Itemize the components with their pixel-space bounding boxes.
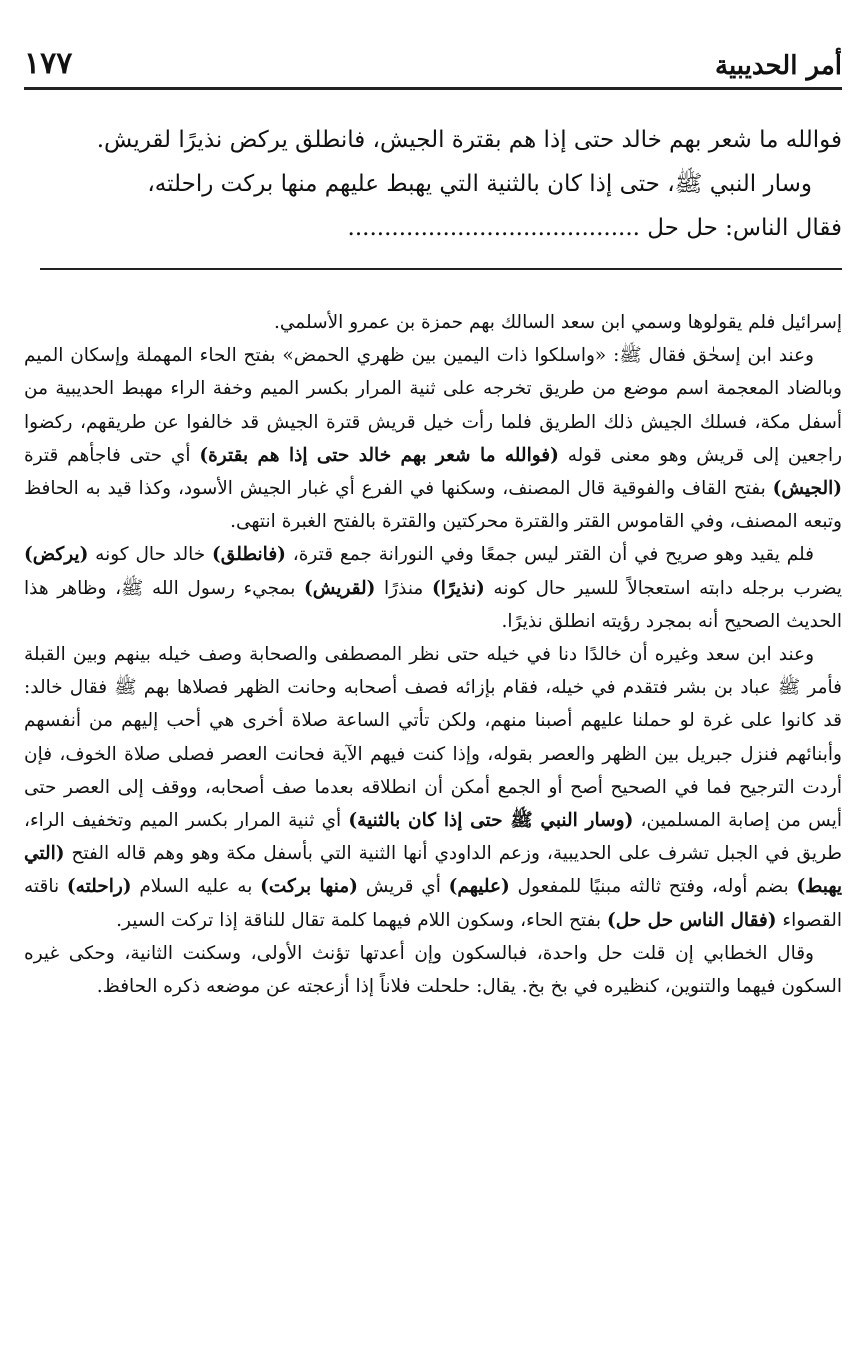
quoted-phrase: (يركض): [24, 544, 89, 566]
text-run: خالد حال كونه: [88, 544, 213, 566]
quoted-phrase: (الجيش): [772, 478, 842, 500]
text-run: وعند ابن سعد وغيره أن خالدًا دنا في خيله حتى نظر المصطفى والصحابة وصف خيله بينهم وبين القبلة فأمر ﷺ عباد بن بشر فتقدم في خيله، فقام بإزائه فصف أصحابه وحانت الظهر فصلاها بهم ﷺ فقال خالد: قد كانوا على غرة لو حملنا عليهم أصبنا منهم، ولكن تأتي الساعة صلاة أخرى هي أحب إليهم من أنفسهم وأبنائهم فنزل جبريل بين الظهر والعصر بقوله، وإذا كنت فيهم الآية فحانت العصر فصلى صلاة الخوف، فإن أردت الترجيح فما في الصحيح أصح أو الجمع أمكن أن انطلاقه بعدما صف أصحابه، ووقف إلى العصر حتى أيس من إصابة المسلمين،: [24, 644, 843, 832]
quoted-phrase: (وسار النبي ﷺ حتى إذا كان بالثنية): [348, 810, 634, 832]
hadith-line: فوالله ما شعر بهم خالد حتى إذا هم بقترة الجيش، فانطلق يركض نذيرًا لقريش.: [96, 127, 842, 153]
commentary-paragraph: [24, 638, 842, 937]
quoted-phrase: (فوالله ما شعر بهم خالد حتى إذا هم بقترة): [199, 444, 559, 466]
commentary-paragraph: وقال الخطابي إن قلت حل واحدة، فبالسكون وإن أعدتها تؤنث الأولى، وسكنت الثانية، وحكى غيره السكون فيهما والتنوين، كنظيره في بخ بخ. يقال: حلحلت فلاناً إذا أزعجته عن موضعه ذكره الحافظ.: [24, 942, 842, 998]
text-run: وعند ابن إسحٰق فقال ﷺ: «واسلكوا ذات اليمين بين ظهري الحمض» بفتح الحاء المهملة وإسكان الميم وبالضاد المعجمة اسم موضع من طريق تخرجه على ثنية المرار بكسر الميم وخفة الراء مهبط الحديبية من أسفل مكة، فسلك الجيش ذلك الطريق فلما رأت خيل قريش قترة الجيش قد خالفوا عن طريقهم، ركضوا راجعين إلى قريش وهو معنى قوله: [24, 345, 843, 466]
text-run: بفتح القاف والفوقية قال المصنف، وسكنها في الفرع أي غبار الجيش الأسود، وكذا قيد به الحافظ وتبعه المصنف، وفي القاموس القتر والقترة محركتين والقترة بالفتح الغبرة انتهى.: [24, 478, 842, 533]
hadith-line: فقال الناس: حل حل ........................................: [347, 215, 842, 241]
section-divider: [40, 268, 842, 270]
text-run: يضرب برجله دابته استعجالاً للسير حال كونه: [484, 577, 843, 599]
quoted-phrase: (منها بركت): [260, 876, 358, 898]
quoted-phrase: (عليهم): [448, 876, 510, 898]
text-run: بمجيء رسول الله ﷺ، وظاهر هذا الحديث الصحيح أنه بمجرد رؤيته انطلق نذيرًا.: [24, 577, 842, 632]
hadith-line: وسار النبي ﷺ، حتى إذا كان بالثنية التي يهبط عليهم منها بركت راحلته،: [147, 171, 812, 197]
commentary-text: [24, 306, 842, 1003]
text-run: به عليه السلام: [131, 876, 261, 898]
text-run: أي قريش: [357, 876, 449, 898]
commentary-paragraph: [24, 339, 842, 538]
page-number: ١٧٧: [24, 46, 73, 81]
text-run: بفتح الحاء، وسكون اللام فيهما كلمة تقال للناقة إذا تركت السير.: [116, 909, 607, 931]
quoted-phrase: (لقريش): [303, 577, 376, 599]
quoted-phrase: (التي يهبط): [24, 843, 843, 898]
commentary-paragraph: إسرائيل فلم يقولوها وسمي ابن سعد السالك بهم حمزة بن عمرو الأسلمي.: [274, 312, 842, 333]
text-run: بضم أوله، وفتح ثالثه مبنيًا للمفعول: [509, 876, 797, 898]
quoted-phrase: (نذيرًا): [431, 577, 485, 599]
quoted-phrase: (فانطلق): [212, 544, 286, 566]
text-run: منذرًا: [375, 577, 432, 599]
quoted-phrase: (راحلته): [66, 876, 132, 898]
quoted-phrase: (فقال الناس حل حل): [606, 909, 777, 931]
hadith-text: [40, 118, 842, 250]
commentary-paragraph: [24, 538, 842, 638]
text-run: ناقته القصواء: [24, 876, 842, 931]
text-run: أي ثنية المرار بكسر الميم وتخفيف الراء، طريق في الجبل تشرف على الحديبية، وزعم الداودي أنها الثنية التي بأسفل مكة وهو وهم قاله الفتح: [24, 810, 842, 865]
page-header: [24, 40, 842, 90]
text-run: أي حتى فاجأهم قترة: [24, 444, 200, 466]
text-run: فلم يقيد وهو صريح في أن القتر ليس جمعًا وفي النورانة جمع قترة،: [285, 544, 815, 566]
running-title: أمر الحديبية: [715, 51, 842, 81]
